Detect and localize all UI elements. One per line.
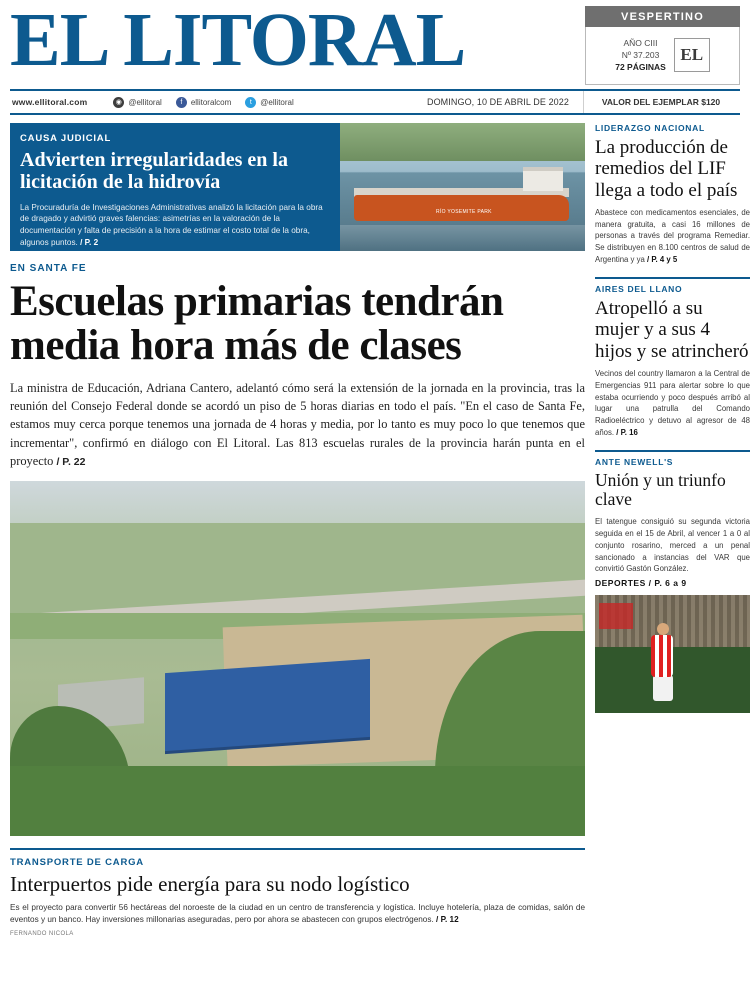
photo-warehouse xyxy=(165,658,370,750)
sidebar-headline-0[interactable]: La producción de remedios del LIF llega a todo el país xyxy=(595,137,738,201)
photo-player-legs xyxy=(653,675,673,701)
twitter-icon: t xyxy=(245,97,256,108)
photo-sky xyxy=(10,481,585,523)
sidebar-page-ref-2: / P. 6 a 9 xyxy=(648,578,687,589)
photo-trees-bottom xyxy=(10,766,585,836)
edition-details xyxy=(585,27,740,85)
instagram-handle: @ellitoral xyxy=(128,97,162,107)
teaser-text xyxy=(10,123,340,251)
sidebar-item-union[interactable] xyxy=(595,450,750,713)
sidebar-kicker-2: ANTE NEWELL'S xyxy=(595,456,674,467)
sidebar-column xyxy=(595,123,750,937)
site-url[interactable]: www.ellitoral.com xyxy=(12,97,88,107)
facebook-handle: ellitoralcom xyxy=(190,97,232,107)
twitter-handle: @ellitoral xyxy=(260,97,294,107)
lead-kicker: EN SANTA FE xyxy=(10,263,87,274)
sidebar-item-lif[interactable] xyxy=(595,123,750,266)
photo-banner xyxy=(599,603,633,629)
sidebar-body-text-0: Abastece con medicamentos esenciales, de manera gratuita, a casi 16 millones de personas a través del programa Remediar. Se distribuyen en 8.100 centros de salud de Argentina y ya xyxy=(595,207,750,265)
sidebar-page-ref-1: / P. 16 xyxy=(616,428,638,438)
ship-superstructure xyxy=(523,167,563,191)
edition-number: Nº 37.203 xyxy=(621,49,660,60)
edition-meta xyxy=(615,37,666,74)
water-surface xyxy=(340,225,585,251)
el-logo-badge: EL xyxy=(674,38,710,72)
photo-shoreline xyxy=(340,123,585,161)
teaser-page-ref: / P. 2 xyxy=(80,237,99,247)
edition-box xyxy=(585,6,740,85)
teaser-kicker: CAUSA JUDICIAL xyxy=(20,133,112,144)
sidebar-headline-2[interactable]: Unión y un triunfo clave xyxy=(595,469,726,510)
teaser-headline[interactable]: Advierten irregularidades en la licitación de la hidrovía xyxy=(20,149,288,194)
lead-page-ref: / P. 22 xyxy=(56,456,86,468)
photo-credit: FERNANDO NICOLA xyxy=(10,931,74,938)
bottom-body-text: Es el proyecto para convertir 56 hectáreas del noroeste de la ciudad en un centro de transferencia y logística. Incluye hotelería, plaza de comidas, salón de eventos y un banco. Hay inversiones millonarias aseguradas, pero por ahora se abastecen con grupos electrógenos. xyxy=(10,902,585,924)
ship-hull xyxy=(354,195,569,221)
sidebar-body-2 xyxy=(595,516,750,575)
instagram-icon: ◉ xyxy=(113,97,124,108)
photo-player-jersey xyxy=(651,635,673,677)
social-links xyxy=(113,97,293,108)
teaser-body xyxy=(20,202,328,249)
teaser-body-text: La Procuraduría de Investigaciones Administrativas analizó la licitación para la obra de dragado y advirtió graves falencias: asimetrías en la valoración de la documentación y falta de precisión a la hora de estimar el costo total de la obra, algunos puntos. xyxy=(20,202,323,247)
sidebar-section-label-2: DEPORTES xyxy=(595,578,646,589)
issue-price: VALOR DEL EJEMPLAR $120 xyxy=(583,91,738,113)
lead-body-text: La ministra de Educación, Adriana Cantero, adelantó cómo será la extensión de la jornada en la provincia, tras la reunión del Consejo Federal donde se acordó un piso de 5 horas diarias en todo el país. "En el caso de Santa Fe, estamos muy cerca porque tenemos una jornada de 4 horas y media, por lo tanto es muy poco lo que tenemos que incrementar", confirmó en diálogo con El Litoral. Las 813 escuelas rurales de la provincia harán punta en el proyecto xyxy=(10,380,585,468)
utility-bar xyxy=(10,89,740,115)
bottom-page-ref: / P. 12 xyxy=(436,914,459,924)
bottom-body xyxy=(10,902,585,927)
page-body xyxy=(10,123,750,938)
facebook-icon: f xyxy=(176,97,187,108)
lead-article[interactable] xyxy=(10,263,585,471)
sidebar-kicker-0: LIDERAZGO NACIONAL xyxy=(595,123,705,133)
lead-photo xyxy=(10,481,585,836)
bottom-headline[interactable]: Interpuertos pide energía para su nodo logístico xyxy=(10,871,410,896)
sidebar-kicker-1: AIRES DEL LLANO xyxy=(595,284,683,295)
issue-date: DOMINGO, 10 DE ABRIL DE 2022 xyxy=(426,97,569,107)
sidebar-body-text-2: El tatengue consiguió su segunda victoria seguida en el 15 de Abril, al vencer 1 a 0 al conjunto rosarino, merced a un penal sancionado a instancias del VAR que convirtió Gastón González. xyxy=(595,517,750,574)
social-instagram[interactable] xyxy=(113,97,161,108)
ship-name-label: RÍO YOSEMITE PARK xyxy=(436,209,492,215)
sidebar-page-ref-0: / P. 4 y 5 xyxy=(647,255,678,265)
sidebar-headline-1[interactable]: Atropelló a su mujer y a sus 4 hijos y se atrincheró xyxy=(595,298,749,362)
masthead xyxy=(10,0,740,85)
edition-year: AÑO CIII xyxy=(623,37,658,48)
masthead-left xyxy=(10,0,577,82)
sidebar-body-1 xyxy=(595,368,750,439)
social-facebook[interactable] xyxy=(176,97,231,108)
sidebar-photo-football xyxy=(595,595,750,713)
lead-headline[interactable]: Escuelas primarias tendrán media hora más de clases xyxy=(10,278,504,370)
newspaper-logo[interactable]: EL LITORAL xyxy=(10,0,466,82)
sidebar-section-2 xyxy=(595,578,750,588)
edition-badge: VESPERTINO xyxy=(585,6,740,27)
teaser-photo xyxy=(340,123,585,251)
main-column xyxy=(10,123,585,937)
sidebar-item-aires-del-llano[interactable] xyxy=(595,277,750,439)
sidebar-body-0 xyxy=(595,207,750,266)
bottom-kicker: TRANSPORTE DE CARGA xyxy=(10,856,144,868)
sidebar-body-text-1: Vecinos del country llamaron a la Central de Emergencias 911 para alertar sobre lo que estaba ocurriendo y poco después arribó al lugar una patrulla del Comando Radioeléctrico y detuvo al agresor de 48 años. xyxy=(595,368,750,438)
teaser-article[interactable] xyxy=(10,123,585,251)
bottom-article[interactable] xyxy=(10,848,585,938)
lead-body xyxy=(10,379,585,471)
social-twitter[interactable] xyxy=(245,97,293,108)
edition-pages: 72 PÁGINAS xyxy=(615,62,666,73)
